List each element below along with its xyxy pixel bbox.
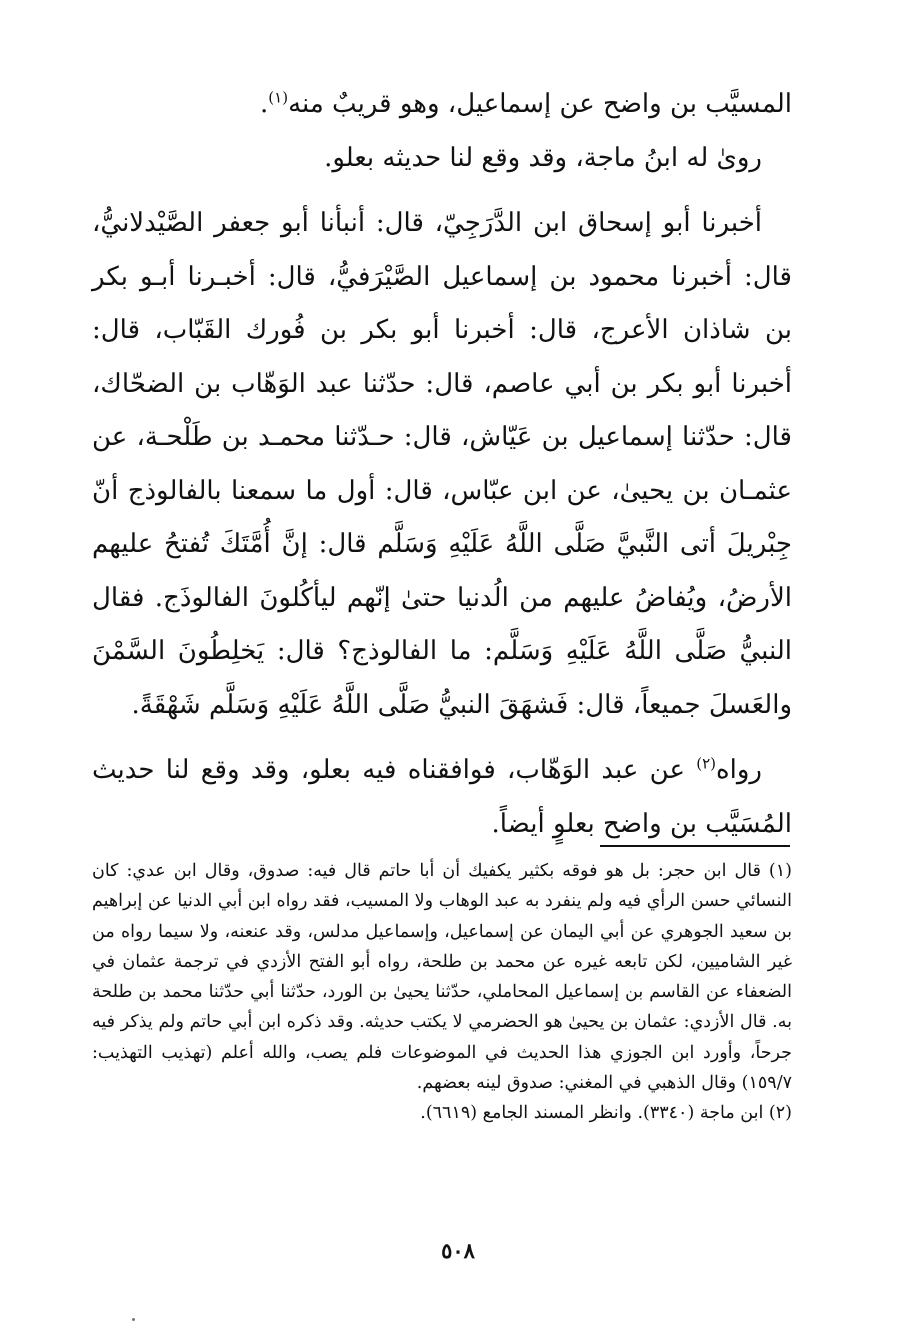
paragraph-2: روىٰ له ابنُ ماجة، وقد وقع لنا حديثه بعلو. (324, 142, 762, 173)
footnote-1: (١) قال ابن حجر: بل هو فوقه بكثير يكفيك أن أبا حاتم قال فيه: صدوق، وقال ابن عدي: كان النسائي حسن الرأي فيه ولم ينفرد به عبد الوهاب ولا المسيب، فقد رواه ابن أبي الدنيا عن إبراهيم بن سعيد الجوهري عن أبي اليمان عن إسماعيل، وإسماعيل مدلس، وقد عنعنه، ولا سيما رواه من غير الشاميين، لكن تابعه غيره عن محمد بن طلحة، رواه أبو الفتح الأزدي في ترجمة عثمان في الضعفاء عن القاسم بن إسماعيل المحاملي، حدّثنا يحيىٰ بن الورد، حدّثنا أبي حدّثنا محمد بن طلحة به. قال الأزدي: عثمان بن يحيىٰ هو الحضرمي لا يكتب حديثه. وقد ذكره ابن أبي حاتم ولم يذكر فيه جرحاً، وأورد ابن الجوزي هذا الحديث في الموضوعات فلم يصب، والله أعلم (تهذيب التهذيب: ١٥٩/٧) وقال الذهبي في المغني: صدوق لينه بعضهم. (92, 861, 792, 1094)
paragraph-3: أخبرنا أبو إسحاق ابن الدَّرَجِيّ، قال: أنبأنا أبو جعفر الصَّيْدلانيُّ، قال: أخبرنا محمود بن إسماعيل الصَّيْرَفيُّ، قال: أخبـرنا أبـو بكر بن شاذان الأعرج، قال: أخبرنا أبو بكر بن فُورك القَبّاب، قال: أخبرنا أبو بكر بن أبي عاصم، قال: حدّثنا عبد الوَهّاب بن الضحّاك، قال: حدّثنا إسماعيل بن عَيّاش، قال: حـدّثنا محمـد بن طَلْحـة، عن عثمـان بن يحيىٰ، عن ابن عبّاس، قال: أول ما سمعنا بالفالوذج أنّ جِبْريلَ أتى النَّبيَّ صَلَّى اللَّهُ عَلَيْهِ وَسَلَّم قال: إنَّ أُمَّتَكَ تُفتحُ عليهم الأرضُ، ويُفاضُ عليهم من الُدنيا حتىٰ إنّهم ليأكُلونَ الفالوذَج. فقال النبيُّ صَلَّى اللَّهُ عَلَيْهِ وَسَلَّم: ما الفالوذج؟ قال: يَخلِطُونَ السَّمْنَ والعَسلَ جميعاً، قال: فَشهَقَ النبيُّ صَلَّى اللَّهُ عَلَيْهِ وَسَلَّم شَهْقَةً. (92, 208, 792, 720)
scan-speck (132, 1318, 135, 1321)
footnotes (92, 856, 792, 1129)
footnote-ref-2[interactable]: (٢) (696, 754, 717, 773)
footnote-2: (٢) ابن ماجة (٣٣٤٠). وانظر المسند الجامع (٦٦١٩). (420, 1103, 792, 1124)
main-text (92, 78, 792, 851)
page-number: ٥٠٨ (441, 1238, 475, 1263)
paragraph-1-end: . (260, 89, 269, 119)
paragraph-4 (92, 744, 792, 851)
paragraph-4-start: رواه (716, 755, 762, 785)
paragraph-1 (92, 78, 792, 132)
footnote-ref-1[interactable]: (١) (268, 88, 289, 107)
paragraph-4-text: عن عبد الوَهّاب، فوافقناه فيه بعلو، وقد وقع لنا حديث المُسَيَّب بن واضح بعلوٍ أيضاً. (92, 755, 792, 839)
footnote-separator (600, 845, 790, 847)
paragraph-1-text: المسيَّب بن واضح عن إسماعيل، وهو قريبٌ منه (288, 89, 792, 119)
